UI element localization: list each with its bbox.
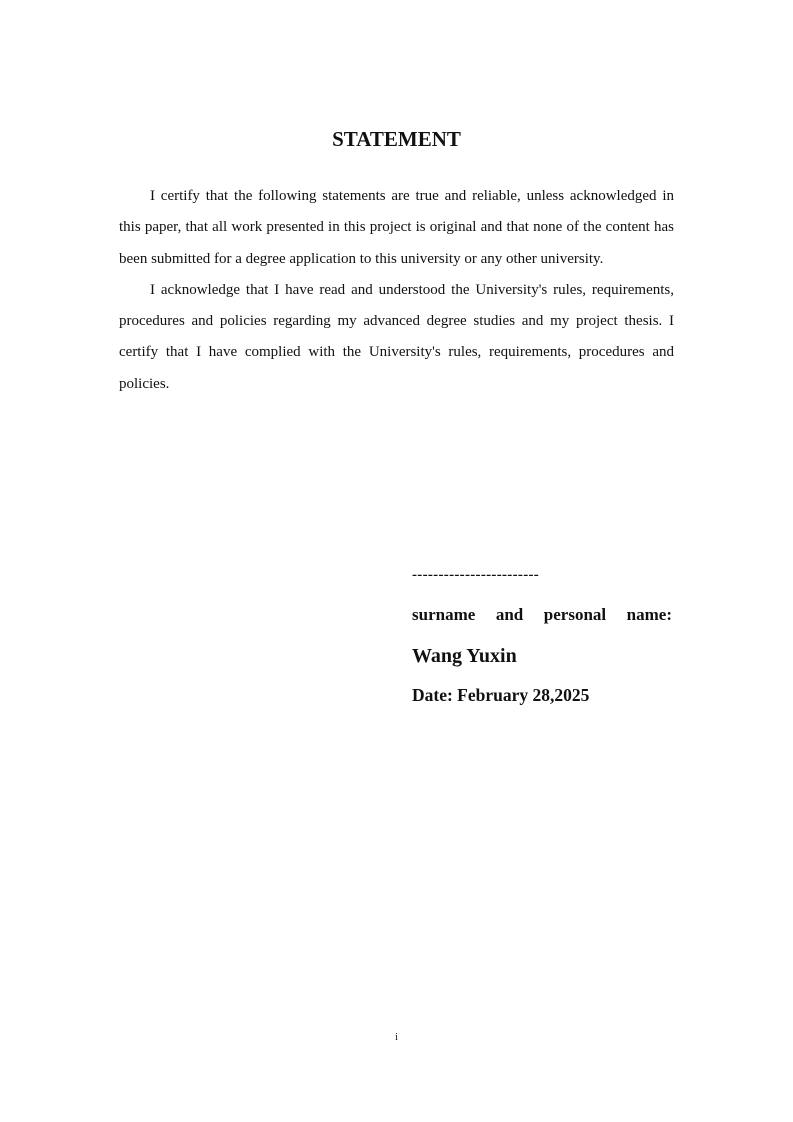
page-number: i	[395, 1032, 398, 1043]
signature-line: ------------------------	[412, 567, 540, 583]
signature-block	[412, 564, 672, 706]
signature-date: Date: February 28,2025	[412, 685, 590, 705]
statement-paragraph-2: I acknowledge that I have read and understood the University's rules, requirements, procedures and policies regarding my advanced degree studies and my project thesis. I certify that I have complied with the University's rules, requirements, procedures and policies.	[119, 281, 674, 392]
signer-name: Wang Yuxin	[412, 645, 517, 667]
signature-label: surname and personal name:	[412, 605, 672, 624]
statement-body	[119, 181, 674, 400]
page-title: STATEMENT	[332, 127, 461, 151]
statement-paragraph-1: I certify that the following statements are true and reliable, unless acknowledged in this paper, that all work presented in this project is original and that none of the content has been submitted for a degree application to this university or any other university.	[119, 188, 674, 267]
